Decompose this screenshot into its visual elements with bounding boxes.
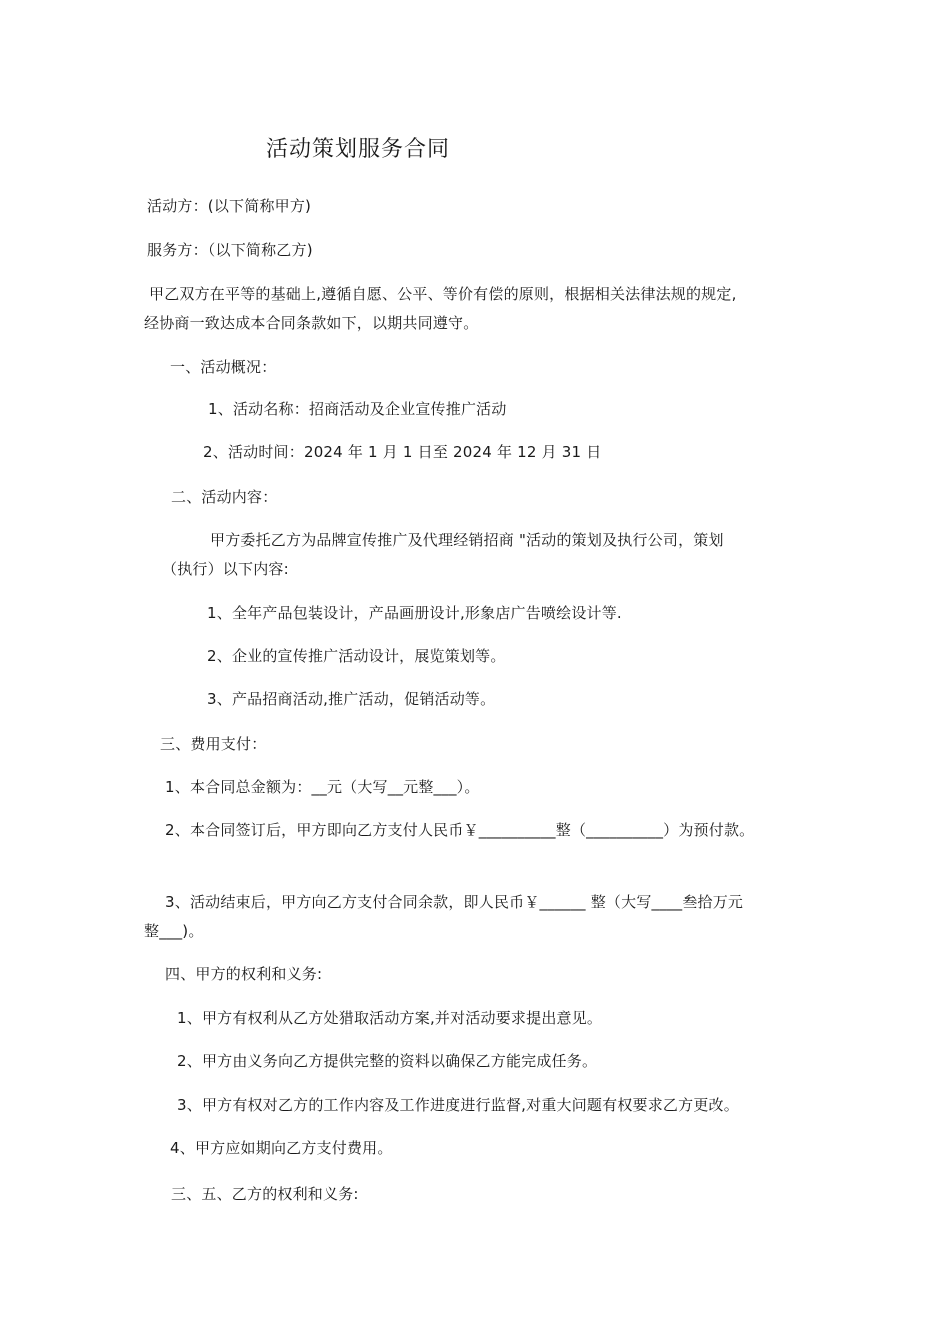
payment-item-1: 1、本合同总金额为：__元（大写__元整___）。	[165, 778, 480, 796]
contract-title: 活动策划服务合同	[266, 137, 451, 162]
payment-item-3-line-2: 整___)。	[144, 922, 204, 940]
content-item-3: 3、产品招商活动,推广活动，促销活动等。	[207, 690, 496, 708]
section-heading-payment: 三、费用支付：	[160, 735, 267, 753]
content-item-1: 1、全年产品包装设计，产品画册设计,形象店广告喷绘设计等.	[207, 604, 622, 622]
overview-item-1: 1、活动名称：招商活动及企业宣传推广活动	[208, 400, 507, 418]
party-a-rights-item-4: 4、甲方应如期向乙方支付费用。	[170, 1139, 393, 1157]
party-a-rights-item-2: 2、甲方由义务向乙方提供完整的资料以确保乙方能完成任务。	[177, 1052, 598, 1070]
content-item-2: 2、企业的宣传推广活动设计，展览策划等。	[207, 647, 506, 665]
party-a-line: 活动方：(以下简称甲方)	[147, 197, 312, 215]
party-a-rights-item-1: 1、甲方有权利从乙方处猎取活动方案,并对活动要求提出意见。	[177, 1009, 603, 1027]
section-heading-party-b-rights: 三、五、乙方的权利和义务:	[171, 1185, 359, 1203]
content-intro-line-2: （执行）以下内容:	[162, 560, 289, 578]
preamble-line-1: 甲乙双方在平等的基础上,遵循自愿、公平、等价有偿的原则，根据相关法律法规的规定,	[149, 285, 737, 303]
section-heading-party-a-rights: 四、甲方的权利和义务:	[165, 965, 323, 983]
payment-item-2: 2、本合同签订后，甲方即向乙方支付人民币￥__________整（__________）为预付款。	[165, 821, 755, 839]
content-intro-line-1: 甲方委托乙方为品牌宣传推广及代理经销招商 "活动的策划及执行公司，策划	[210, 531, 724, 549]
overview-item-2: 2、活动时间：2024 年 1 月 1 日至 2024 年 12 月 31 日	[203, 443, 602, 461]
preamble-line-2: 经协商一致达成本合同条款如下，以期共同遵守。	[144, 314, 479, 332]
section-heading-overview: 一、活动概况：	[170, 358, 277, 376]
party-a-rights-item-3: 3、甲方有权对乙方的工作内容及工作进度进行监督,对重大问题有权要求乙方更改。	[177, 1096, 739, 1114]
section-heading-content: 二、活动内容：	[171, 488, 278, 506]
payment-item-3-line-1: 3、活动结束后，甲方向乙方支付合同余款，即人民币￥______ 整（大写____叁拾万元	[165, 893, 744, 911]
party-b-line: 服务方：（以下简称乙方)	[147, 241, 313, 259]
